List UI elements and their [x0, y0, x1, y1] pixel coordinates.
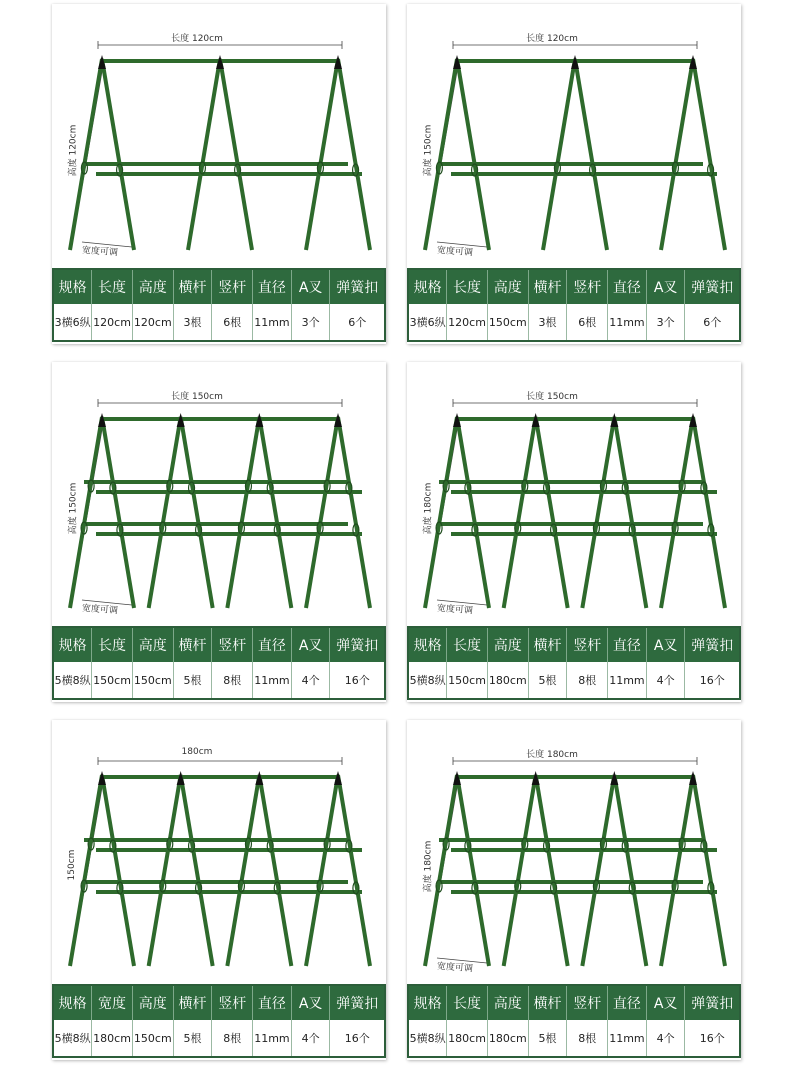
vertical-stake	[504, 775, 536, 966]
product-panel-5	[52, 720, 386, 1060]
spec-header-cell: A叉	[291, 985, 330, 1020]
vertical-stake	[661, 417, 693, 608]
vertical-stake	[70, 775, 102, 966]
vertical-stake	[227, 417, 259, 608]
height-dimension-label: 高度 180cm	[423, 482, 434, 535]
spec-value-cell: 3横6纵	[408, 304, 447, 341]
spec-value-cell: 3个	[291, 304, 330, 341]
spec-value-cell: 3横6纵	[53, 304, 92, 341]
spec-value-cell: 11mm	[608, 1020, 647, 1057]
spec-value-cell: 16个	[685, 1020, 740, 1057]
trellis-illustration	[407, 720, 741, 982]
vertical-stake	[425, 59, 457, 250]
width-adjustable-label: 宽度可调	[436, 961, 474, 975]
spec-header-cell: 高度	[132, 985, 173, 1020]
vertical-stake	[536, 417, 568, 608]
spec-value-cell: 6个	[685, 304, 740, 341]
vertical-stake	[425, 417, 457, 608]
vertical-stake	[614, 417, 646, 608]
spec-value-cell: 120cm	[132, 304, 173, 341]
vertical-stake	[306, 417, 338, 608]
spec-header-row	[53, 627, 385, 662]
vertical-stake	[259, 417, 291, 608]
width-adjustable-label: 宽度可调	[81, 603, 119, 617]
vertical-stake	[457, 417, 489, 608]
spec-table	[52, 626, 386, 700]
spec-header-cell: 宽度	[92, 985, 133, 1020]
spec-header-cell: 长度	[447, 985, 488, 1020]
vertical-stake	[582, 417, 614, 608]
spec-header-cell: 弹簧扣	[330, 269, 385, 304]
spec-header-cell: 直径	[253, 627, 292, 662]
spec-header-cell: A叉	[291, 627, 330, 662]
vertical-stake	[181, 417, 213, 608]
length-dimension-label: 长度 150cm	[171, 392, 223, 402]
product-panel-4	[407, 362, 741, 702]
spec-header-cell: 规格	[408, 985, 447, 1020]
spec-header-cell: 长度	[447, 269, 488, 304]
spec-header-cell: 高度	[487, 269, 528, 304]
spec-header-cell: 高度	[132, 269, 173, 304]
vertical-stake	[181, 775, 213, 966]
vertical-stake	[102, 59, 134, 250]
spec-value-cell: 8根	[212, 1020, 253, 1057]
spec-header-cell: 规格	[53, 627, 92, 662]
spec-header-cell: 横杆	[173, 985, 212, 1020]
spec-value-cell: 150cm	[92, 662, 133, 699]
vertical-stake	[149, 417, 181, 608]
spec-value-cell: 3根	[528, 304, 567, 341]
spec-header-cell: 横杆	[528, 269, 567, 304]
length-dimension-label: 长度 120cm	[171, 34, 223, 44]
spec-header-cell: 弹簧扣	[685, 269, 740, 304]
spec-header-cell: 弹簧扣	[685, 985, 740, 1020]
spec-value-cell: 5横8纵	[408, 662, 447, 699]
spec-header-cell: 竖杆	[212, 269, 253, 304]
spec-header-cell: 弹簧扣	[330, 627, 385, 662]
product-panel-3	[52, 362, 386, 702]
vertical-stake	[693, 775, 725, 966]
spec-header-cell: 竖杆	[212, 985, 253, 1020]
spec-header-row	[53, 269, 385, 304]
vertical-stake	[504, 417, 536, 608]
spec-value-cell: 4个	[646, 662, 685, 699]
spec-value-cell: 5横8纵	[53, 1020, 92, 1057]
spec-header-row	[408, 269, 740, 304]
spec-value-cell: 5根	[528, 662, 567, 699]
product-panel-6	[407, 720, 741, 1060]
height-dimension-label: 150cm	[67, 849, 77, 881]
width-dimension-line	[82, 600, 132, 605]
spec-value-cell: 180cm	[92, 1020, 133, 1057]
vertical-stake	[543, 59, 575, 250]
vertical-stake	[425, 775, 457, 966]
vertical-stake	[102, 775, 134, 966]
spec-header-cell: 弹簧扣	[330, 985, 385, 1020]
spec-header-cell: 高度	[132, 627, 173, 662]
spec-value-cell: 180cm	[447, 1020, 488, 1057]
width-dimension-line	[82, 242, 132, 247]
spec-value-cell: 4个	[291, 1020, 330, 1057]
vertical-stake	[693, 59, 725, 250]
spec-value-cell: 120cm	[92, 304, 133, 341]
spec-header-cell: A叉	[646, 985, 685, 1020]
vertical-stake	[338, 775, 370, 966]
vertical-stake	[338, 59, 370, 250]
spec-table	[407, 268, 741, 342]
spec-value-row	[53, 1020, 385, 1057]
vertical-stake	[188, 59, 220, 250]
spec-header-cell: 规格	[408, 627, 447, 662]
height-dimension-label: 高度 150cm	[68, 482, 79, 535]
height-dimension-label: 高度 150cm	[423, 124, 434, 177]
width-dimension-line	[437, 242, 487, 247]
spec-header-cell: 横杆	[528, 627, 567, 662]
spec-value-cell: 150cm	[487, 304, 528, 341]
spec-value-cell: 16个	[330, 1020, 385, 1057]
spec-header-cell: 弹簧扣	[685, 627, 740, 662]
spec-value-row	[408, 304, 740, 341]
vertical-stake	[338, 417, 370, 608]
spec-header-cell: 竖杆	[567, 627, 608, 662]
spec-header-cell: 竖杆	[567, 985, 608, 1020]
spec-value-cell: 5根	[528, 1020, 567, 1057]
spec-header-cell: 直径	[253, 985, 292, 1020]
trellis-illustration	[52, 4, 386, 266]
spec-value-cell: 180cm	[487, 1020, 528, 1057]
spec-value-cell: 4个	[646, 1020, 685, 1057]
spec-value-cell: 5横8纵	[53, 662, 92, 699]
spec-value-cell: 5根	[173, 1020, 212, 1057]
spec-header-cell: 竖杆	[567, 269, 608, 304]
vertical-stake	[149, 775, 181, 966]
spec-header-cell: 竖杆	[212, 627, 253, 662]
spec-header-cell: 直径	[608, 985, 647, 1020]
length-dimension-label: 长度 120cm	[526, 34, 578, 44]
spec-header-cell: 横杆	[528, 985, 567, 1020]
spec-header-cell: 规格	[408, 269, 447, 304]
spec-value-cell: 5根	[173, 662, 212, 699]
spec-header-cell: 直径	[253, 269, 292, 304]
vertical-stake	[582, 775, 614, 966]
spec-value-cell: 3根	[173, 304, 212, 341]
spec-value-cell: 4个	[291, 662, 330, 699]
trellis-illustration	[407, 4, 741, 266]
spec-header-cell: 规格	[53, 985, 92, 1020]
height-dimension-label: 高度 180cm	[423, 840, 434, 893]
length-dimension-label: 180cm	[181, 747, 213, 757]
vertical-stake	[220, 59, 252, 250]
spec-table	[52, 984, 386, 1058]
length-dimension-label: 长度 150cm	[526, 392, 578, 402]
width-adjustable-label: 宽度可调	[436, 245, 474, 259]
spec-table	[52, 268, 386, 342]
spec-value-cell: 11mm	[253, 304, 292, 341]
vertical-stake	[70, 417, 102, 608]
trellis-illustration	[52, 362, 386, 624]
spec-value-cell: 6个	[330, 304, 385, 341]
vertical-stake	[227, 775, 259, 966]
spec-header-cell: 横杆	[173, 627, 212, 662]
width-dimension-line	[437, 958, 487, 963]
spec-header-cell: 长度	[92, 627, 133, 662]
vertical-stake	[536, 775, 568, 966]
spec-header-cell: 规格	[53, 269, 92, 304]
vertical-stake	[614, 775, 646, 966]
spec-header-cell: A叉	[646, 269, 685, 304]
spec-table	[407, 984, 741, 1058]
spec-value-cell: 8根	[567, 662, 608, 699]
spec-header-cell: 横杆	[173, 269, 212, 304]
spec-value-cell: 11mm	[253, 662, 292, 699]
spec-value-cell: 180cm	[487, 662, 528, 699]
spec-value-cell: 120cm	[447, 304, 488, 341]
spec-header-cell: 长度	[92, 269, 133, 304]
spec-header-cell: 高度	[487, 627, 528, 662]
spec-value-cell: 6根	[212, 304, 253, 341]
vertical-stake	[457, 775, 489, 966]
spec-header-cell: 直径	[608, 269, 647, 304]
vertical-stake	[102, 417, 134, 608]
spec-value-row	[53, 662, 385, 699]
spec-value-cell: 11mm	[608, 304, 647, 341]
spec-value-cell: 16个	[330, 662, 385, 699]
trellis-illustration	[407, 362, 741, 624]
width-dimension-line	[437, 600, 487, 605]
spec-header-cell: A叉	[646, 627, 685, 662]
vertical-stake	[70, 59, 102, 250]
trellis-illustration	[52, 720, 386, 982]
spec-table	[407, 626, 741, 700]
spec-value-cell: 5横8纵	[408, 1020, 447, 1057]
spec-value-cell: 150cm	[132, 662, 173, 699]
width-adjustable-label: 宽度可调	[81, 245, 119, 259]
spec-header-cell: 直径	[608, 627, 647, 662]
spec-value-row	[408, 1020, 740, 1057]
height-dimension-label: 高度 120cm	[68, 124, 79, 177]
vertical-stake	[259, 775, 291, 966]
length-dimension-label: 长度 180cm	[526, 750, 578, 760]
spec-value-cell: 11mm	[608, 662, 647, 699]
vertical-stake	[575, 59, 607, 250]
vertical-stake	[306, 775, 338, 966]
spec-value-cell: 11mm	[253, 1020, 292, 1057]
spec-value-row	[53, 304, 385, 341]
vertical-stake	[661, 59, 693, 250]
spec-value-cell: 6根	[567, 304, 608, 341]
product-panel-1	[52, 4, 386, 344]
spec-value-cell: 16个	[685, 662, 740, 699]
vertical-stake	[306, 59, 338, 250]
vertical-stake	[457, 59, 489, 250]
spec-value-row	[408, 662, 740, 699]
spec-value-cell: 150cm	[132, 1020, 173, 1057]
width-adjustable-label: 宽度可调	[436, 603, 474, 617]
spec-value-cell: 150cm	[447, 662, 488, 699]
vertical-stake	[661, 775, 693, 966]
spec-value-cell: 3个	[646, 304, 685, 341]
spec-value-cell: 8根	[567, 1020, 608, 1057]
spec-header-cell: A叉	[291, 269, 330, 304]
spec-header-row	[408, 985, 740, 1020]
spec-value-cell: 8根	[212, 662, 253, 699]
spec-header-cell: 长度	[447, 627, 488, 662]
spec-header-cell: 高度	[487, 985, 528, 1020]
spec-header-row	[408, 627, 740, 662]
product-panel-2	[407, 4, 741, 344]
vertical-stake	[693, 417, 725, 608]
spec-header-row	[53, 985, 385, 1020]
